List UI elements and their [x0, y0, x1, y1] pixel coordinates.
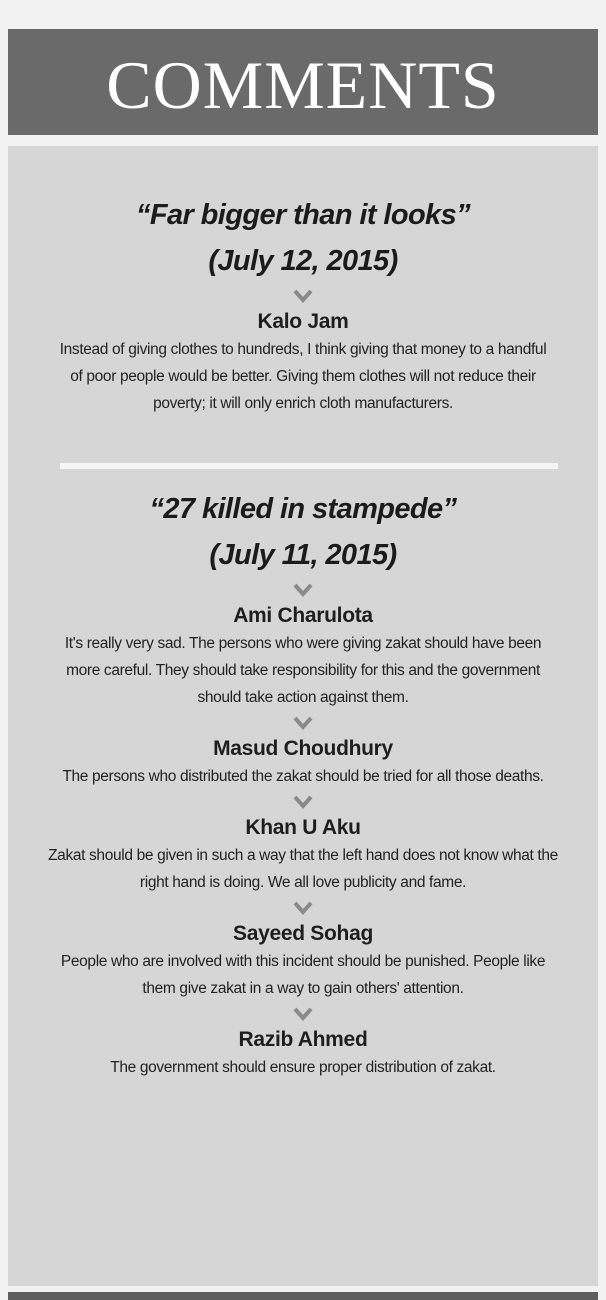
- comment-author: Sayeed Sohag: [233, 922, 373, 945]
- comment-text: The government should ensure proper distribution of zakat.: [110, 1059, 496, 1076]
- comment-author: Kalo Jam: [257, 310, 349, 333]
- article-date: (July 11, 2015): [209, 539, 397, 571]
- chevron-down-icon: [293, 715, 313, 731]
- chevron-down-icon: [293, 288, 313, 304]
- chevron-down-icon: [293, 1006, 313, 1022]
- chevron-down-icon: [293, 794, 313, 810]
- comment: [8, 602, 598, 711]
- comment: [8, 920, 598, 1002]
- article-date: (July 12, 2015): [208, 245, 398, 277]
- comment-text: People who are involved with this incident should be punished. People like them give zakat in a way to gain others' attention.: [60, 953, 546, 997]
- comment-text: Zakat should be given in such a way that the left hand does not know what the right hand is doing. We all love publicity and fame.: [48, 847, 558, 891]
- comment: [8, 308, 598, 417]
- comment-text: Instead of giving clothes to hundreds, I think giving that money to a handful of poor people would be better. Giving them clothes will not reduce their poverty; it will only enrich cloth manufacturers.: [59, 341, 547, 412]
- comment: [8, 735, 598, 790]
- chevron-down-icon: [293, 900, 313, 916]
- bottom-bar: [8, 1292, 598, 1300]
- comment-text: It's really very sad. The persons who were giving zakat should have been more careful. They should take responsibility for this and the government should take action against them.: [64, 635, 542, 706]
- comment: [8, 814, 598, 896]
- comment-author: Masud Choudhury: [213, 737, 393, 760]
- comment-author: Razib Ahmed: [238, 1028, 368, 1051]
- comment-author: Khan U Aku: [245, 816, 361, 839]
- comment-text: The persons who distributed the zakat should be tried for all those deaths.: [62, 768, 544, 785]
- article-block: [8, 192, 598, 417]
- article-title: “Far bigger than it looks”: [135, 199, 471, 231]
- article-title: “27 killed in stampede”: [149, 493, 457, 525]
- page-title: COMMENTS: [106, 47, 500, 123]
- article-divider: [60, 463, 558, 469]
- chevron-down-icon: [293, 582, 313, 598]
- comments-panel: [8, 146, 598, 1286]
- article-block: [8, 486, 598, 1081]
- comment-author: Ami Charulota: [233, 604, 373, 627]
- comments-header: [8, 29, 598, 135]
- comment: [8, 1026, 598, 1081]
